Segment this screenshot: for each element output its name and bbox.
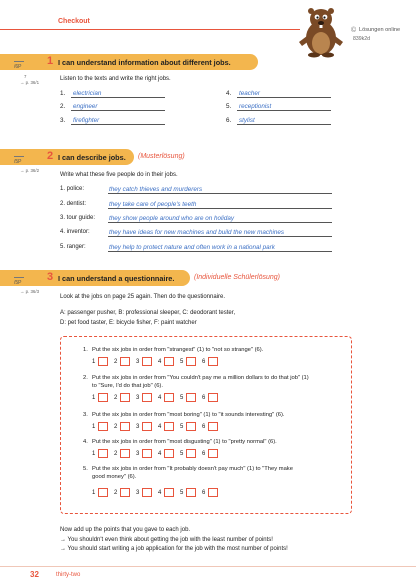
rank-checkbox[interactable] — [142, 393, 152, 402]
rank-cell — [180, 393, 196, 402]
rank-digit: 4 — [158, 490, 162, 497]
rank-cell — [158, 488, 174, 497]
rank-checkbox[interactable] — [186, 422, 196, 431]
footer-rule — [0, 566, 416, 567]
rank-cell — [180, 357, 196, 366]
rank-checkbox[interactable] — [186, 488, 196, 497]
audio-track: 7 — [24, 74, 27, 79]
rank-cell — [136, 393, 152, 402]
answer-2: 2. engineer — [60, 103, 165, 111]
answer-5: 5. receptionist — [226, 103, 331, 111]
rank-checkbox[interactable] — [164, 488, 174, 497]
rank-checkbox[interactable] — [142, 449, 152, 458]
rank-digit: 6 — [202, 424, 206, 431]
online-code: 839k2d — [353, 36, 371, 42]
rank-checkbox[interactable] — [142, 422, 152, 431]
section-instruction: Look at the jobs on page 25 again. Then do the questionnaire. — [60, 294, 226, 300]
section-title: I can understand information about different jobs. — [58, 57, 231, 67]
rank-row-5 — [92, 488, 224, 497]
rank-digit: 1 — [92, 395, 96, 402]
score-field: /5P — [14, 153, 24, 165]
rank-cell — [158, 422, 174, 431]
rank-cell — [202, 422, 218, 431]
rank-checkbox[interactable] — [164, 449, 174, 458]
rank-digit: 5 — [180, 359, 184, 366]
rank-cell — [136, 488, 152, 497]
describe-row-1: 1. police: they catch thieves and murderers — [60, 186, 84, 192]
rank-digit: 4 — [158, 359, 162, 366]
rank-digit: 4 — [158, 451, 162, 458]
page-number: 32 — [30, 570, 39, 579]
closing-note-most: → You should start writing a job application for the job with the most number of points! — [60, 546, 288, 552]
rank-cell — [114, 393, 130, 402]
page-title: Checkout — [58, 18, 90, 25]
rank-digit: 1 — [92, 490, 96, 497]
rank-checkbox[interactable] — [142, 488, 152, 497]
page-reference: → p. 36/2 — [20, 168, 40, 173]
rank-digit: 3 — [136, 424, 140, 431]
rank-checkbox[interactable] — [98, 488, 108, 497]
rank-digit: 3 — [136, 490, 140, 497]
rank-cell — [158, 449, 174, 458]
section-number: 3 — [47, 271, 54, 283]
rank-row-2 — [92, 393, 224, 402]
rank-row-4 — [92, 449, 224, 458]
rank-checkbox[interactable] — [186, 449, 196, 458]
rank-checkbox[interactable] — [98, 393, 108, 402]
rank-checkbox[interactable] — [98, 357, 108, 366]
answer-6: 6. stylist — [226, 117, 331, 125]
rank-cell — [202, 449, 218, 458]
question-3: 3. Put the six jobs in order from "most boring" (1) to "it sounds interesting" (6). — [83, 412, 285, 418]
rank-checkbox[interactable] — [208, 422, 218, 431]
rank-cell — [92, 357, 108, 366]
rank-cell — [158, 393, 174, 402]
rank-digit: 1 — [92, 424, 96, 431]
section-note: (Musterlösung) — [138, 152, 185, 160]
online-icon: © — [351, 27, 357, 34]
rank-cell — [136, 357, 152, 366]
rank-digit: 4 — [158, 395, 162, 402]
rank-cell — [136, 449, 152, 458]
answer-3: 3. firefighter — [60, 117, 165, 125]
rank-digit: 5 — [180, 424, 184, 431]
rank-checkbox[interactable] — [120, 357, 130, 366]
jobs-list-line-1: A: passenger pusher, B: professional sleeper, C: deodorant tester, — [60, 310, 236, 316]
section-title: I can describe jobs. — [58, 152, 126, 162]
rank-checkbox[interactable] — [208, 357, 218, 366]
rank-cell — [136, 422, 152, 431]
rank-digit: 5 — [180, 395, 184, 402]
rank-cell — [114, 488, 130, 497]
rank-checkbox[interactable] — [164, 422, 174, 431]
rank-cell — [92, 393, 108, 402]
rank-checkbox[interactable] — [120, 449, 130, 458]
section-number: 1 — [47, 55, 54, 67]
rank-digit: 5 — [180, 451, 184, 458]
rank-digit: 1 — [92, 451, 96, 458]
header-rule — [0, 16, 300, 30]
rank-digit: 3 — [136, 359, 140, 366]
online-solutions-label[interactable]: Lösungen online — [359, 27, 401, 33]
describe-row-5: 5. ranger: they help to protect nature and often work in a national park — [60, 244, 86, 250]
rank-digit: 6 — [202, 490, 206, 497]
closing-instruction: Now add up the points that you gave to each job. — [60, 527, 191, 533]
page-reference: → p. 36/3 — [20, 289, 40, 294]
section-instruction: Write what these five people do in their jobs. — [60, 172, 178, 178]
rank-checkbox[interactable] — [98, 449, 108, 458]
section-note: (Individuelle Schülerlösung) — [194, 273, 280, 281]
rank-cell — [114, 422, 130, 431]
rank-cell — [114, 449, 130, 458]
score-field: /6P — [14, 58, 24, 70]
question-1: 1. Put the six jobs in order from "strangest" (1) to "not so strange" (6). — [83, 347, 264, 353]
rank-cell — [180, 449, 196, 458]
beaver-mascot-icon — [290, 2, 350, 58]
rank-checkbox[interactable] — [98, 422, 108, 431]
rank-cell — [202, 357, 218, 366]
rank-row-3 — [92, 422, 224, 431]
rank-cell — [92, 488, 108, 497]
rank-digit: 6 — [202, 451, 206, 458]
closing-note-least: → You shouldn't even think about getting the job with the least number of points! — [60, 537, 273, 543]
rank-row-1 — [92, 357, 224, 366]
rank-cell — [114, 357, 130, 366]
jobs-list-line-2: D: pet food taster, E: bicycle fisher, F: paint watcher — [60, 320, 197, 326]
rank-digit: 4 — [158, 424, 162, 431]
describe-row-3: 3. tour guide: they show people around who are on holiday — [60, 215, 95, 221]
rank-cell — [92, 422, 108, 431]
rank-digit: 2 — [114, 359, 118, 366]
rank-digit: 2 — [114, 451, 118, 458]
rank-checkbox[interactable] — [208, 488, 218, 497]
answer-4: 4. teacher — [226, 90, 331, 98]
score-field: /5P — [14, 274, 24, 286]
rank-cell — [92, 449, 108, 458]
rank-cell — [202, 488, 218, 497]
rank-cell — [202, 393, 218, 402]
rank-checkbox[interactable] — [120, 488, 130, 497]
rank-checkbox[interactable] — [186, 357, 196, 366]
question-2: 2. Put the six jobs in order from "You couldn't pay me a million dollars to do that job" (1) to "Sure, I'd do that job" (6). — [83, 375, 309, 390]
rank-digit: 2 — [114, 424, 118, 431]
section-title: I can understand a questionnaire. — [58, 273, 175, 283]
rank-digit: 3 — [136, 451, 140, 458]
rank-digit: 1 — [92, 359, 96, 366]
question-5: 5. Put the six jobs in order from "It probably doesn't pay much" (1) to "They make good money" (6). — [83, 466, 293, 481]
rank-digit: 3 — [136, 395, 140, 402]
rank-digit: 2 — [114, 395, 118, 402]
rank-checkbox[interactable] — [164, 357, 174, 366]
rank-digit: 2 — [114, 490, 118, 497]
rank-checkbox[interactable] — [120, 422, 130, 431]
rank-digit: 5 — [180, 490, 184, 497]
describe-row-4: 4. inventor: they have ideas for new machines and build the new machines — [60, 229, 90, 235]
rank-checkbox[interactable] — [186, 393, 196, 402]
rank-cell — [158, 357, 174, 366]
rank-checkbox[interactable] — [208, 449, 218, 458]
section-number: 2 — [47, 150, 54, 162]
rank-checkbox[interactable] — [208, 393, 218, 402]
rank-cell — [180, 488, 196, 497]
answer-1: 1. electrician — [60, 90, 165, 98]
describe-row-2: 2. dentist: they take care of people's teeth — [60, 201, 86, 207]
question-4: 4. Put the six jobs in order from "most disgusting" (1) to "pretty normal" (6). — [83, 439, 277, 445]
rank-checkbox[interactable] — [142, 357, 152, 366]
rank-digit: 6 — [202, 395, 206, 402]
rank-checkbox[interactable] — [120, 393, 130, 402]
page-reference: → p. 36/1 — [20, 80, 40, 85]
rank-checkbox[interactable] — [164, 393, 174, 402]
rank-digit: 6 — [202, 359, 206, 366]
rank-cell — [180, 422, 196, 431]
section-instruction: Listen to the texts and write the right jobs. — [60, 76, 171, 82]
page-number-word: thirty-two — [56, 572, 81, 578]
